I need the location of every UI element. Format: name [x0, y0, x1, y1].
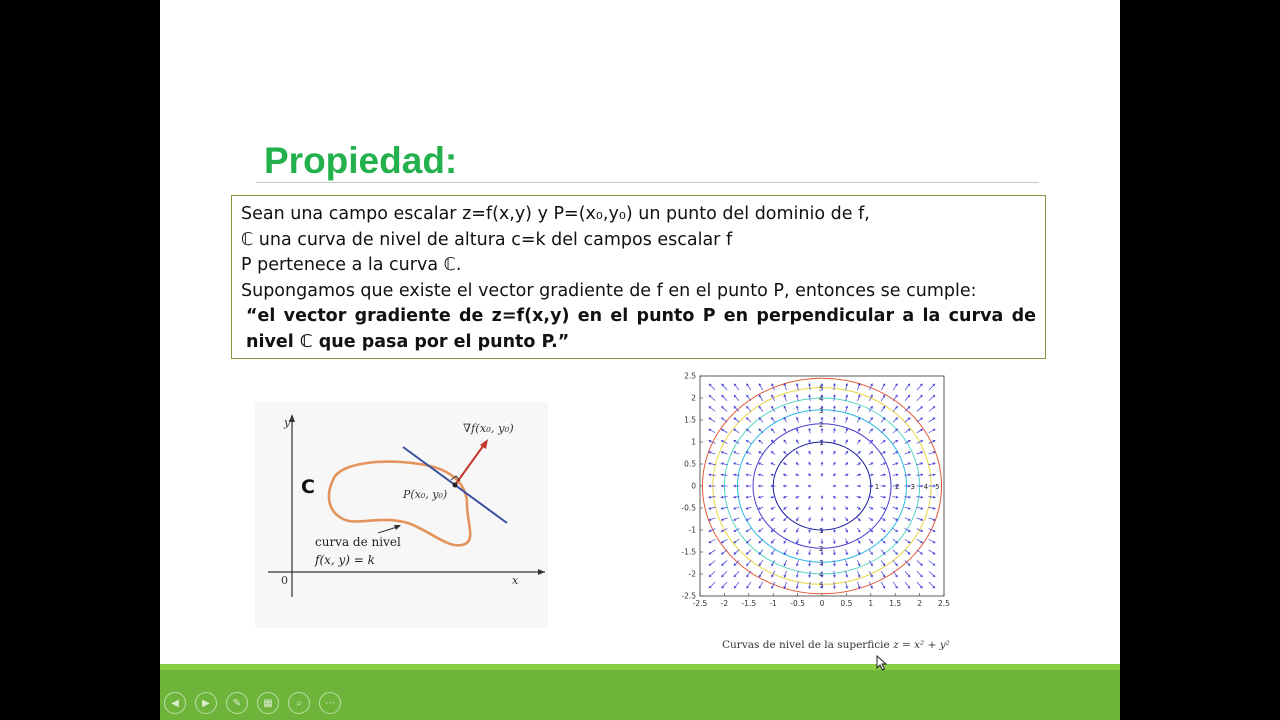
- y-tick-label: 1.5: [684, 415, 696, 425]
- curve-label: C: [301, 476, 315, 498]
- contour-label: 5: [935, 483, 940, 491]
- contour-label: 2: [819, 545, 824, 554]
- point-p: [453, 483, 458, 488]
- contour-label: 1: [819, 527, 824, 535]
- y-tick-label: -2.5: [681, 591, 696, 601]
- y-tick-label: 0.5: [684, 459, 696, 469]
- contour-plot: [680, 368, 960, 613]
- contour-label: 3: [819, 406, 824, 415]
- y-axis-label: y: [284, 416, 291, 429]
- x-tick-label: 1.5: [889, 599, 902, 608]
- y-tick-label: -1.5: [681, 547, 696, 557]
- statement-line-2: ℂ una curva de nivel de altura c=k del campos escalar f: [241, 229, 733, 250]
- slideshow-toolbar: [164, 692, 341, 714]
- slides-grid-icon[interactable]: ▦: [257, 692, 279, 714]
- level-curve-figure: [255, 402, 548, 628]
- x-axis-label: x: [512, 574, 519, 587]
- y-tick-label: 1: [691, 437, 696, 447]
- x-axis-arrow: [538, 569, 545, 575]
- contour-label: 4: [819, 395, 824, 403]
- y-tick-label: 2: [691, 393, 696, 403]
- contour-label: 1: [819, 439, 824, 447]
- y-tick-label: -1: [688, 525, 696, 535]
- contour-label: 4: [819, 571, 824, 579]
- statement-line-1: Sean una campo escalar z=f(x,y) y P=(x₀,y₀) un punto del dominio de f,: [241, 204, 870, 224]
- origin-label: 0: [281, 574, 288, 587]
- slide-title: Propiedad:: [264, 140, 458, 181]
- level-curve-label-1: curva de nivel: [315, 535, 401, 549]
- mouse-cursor-icon: [876, 655, 890, 673]
- statement-line-3: P pertenece a la curva ℂ.: [241, 255, 462, 275]
- x-tick-label: -2: [720, 599, 729, 608]
- contour-label: 2: [819, 420, 824, 429]
- x-tick-label: -1: [769, 599, 777, 608]
- more-icon[interactable]: ⋯: [319, 692, 341, 714]
- statement-line-4: Supongamos que existe el vector gradiente de f en el punto P, entonces se cumple:: [241, 280, 977, 301]
- contour-label: 3: [819, 559, 824, 568]
- x-tick-label: 2.5: [938, 599, 950, 608]
- x-tick-label: 0: [819, 599, 825, 608]
- title-divider: [256, 182, 1039, 183]
- contour-label: 3: [910, 483, 915, 491]
- contour-label: 5: [819, 384, 824, 393]
- level-curve: [329, 462, 470, 546]
- x-tick-label: -2.5: [692, 599, 708, 608]
- x-tick-label: 2: [917, 599, 922, 608]
- statement-quote: “el vector gradiente de z=f(x,y) en el punto P en perpendicular a la curva de nivel ℂ que pasa por el punto P.”: [246, 306, 1036, 352]
- contour-label: 5: [819, 581, 824, 590]
- next-icon[interactable]: ▶: [195, 692, 217, 714]
- y-tick-label: -2: [688, 569, 696, 579]
- x-tick-label: 0.5: [840, 599, 853, 608]
- y-tick-label: 2.5: [684, 371, 696, 381]
- contour-label: 4: [923, 483, 929, 491]
- pen-icon[interactable]: ✎: [226, 692, 248, 714]
- gradient-label: ∇f(x₀, y₀): [463, 421, 514, 435]
- contour-label: 1: [874, 483, 880, 491]
- point-label: P(x₀, y₀): [403, 488, 448, 501]
- contour-label: 2: [895, 483, 900, 491]
- previous-icon[interactable]: ◀: [164, 692, 186, 714]
- level-curve-label-2: f(x, y) = k: [315, 553, 375, 567]
- y-tick-label: 0: [691, 481, 696, 491]
- slide: [160, 0, 1120, 720]
- level-curve-pointer-head: [394, 525, 401, 530]
- x-tick-label: -0.5: [790, 599, 805, 608]
- level-curve-diagram: [255, 402, 548, 628]
- contour-plot-caption: [722, 639, 950, 651]
- zoom-icon[interactable]: ⌕: [288, 692, 310, 714]
- y-tick-label: -0.5: [681, 503, 696, 513]
- gradient-vector: [455, 442, 486, 485]
- contour-plot-figure: [680, 368, 960, 613]
- x-tick-label: 1: [868, 599, 874, 608]
- caption-formula: z = x² + y²: [893, 639, 950, 651]
- caption-text: Curvas de nivel de la superficie: [722, 639, 890, 651]
- property-statement-box: [231, 195, 1046, 359]
- x-tick-label: -1.5: [741, 599, 757, 608]
